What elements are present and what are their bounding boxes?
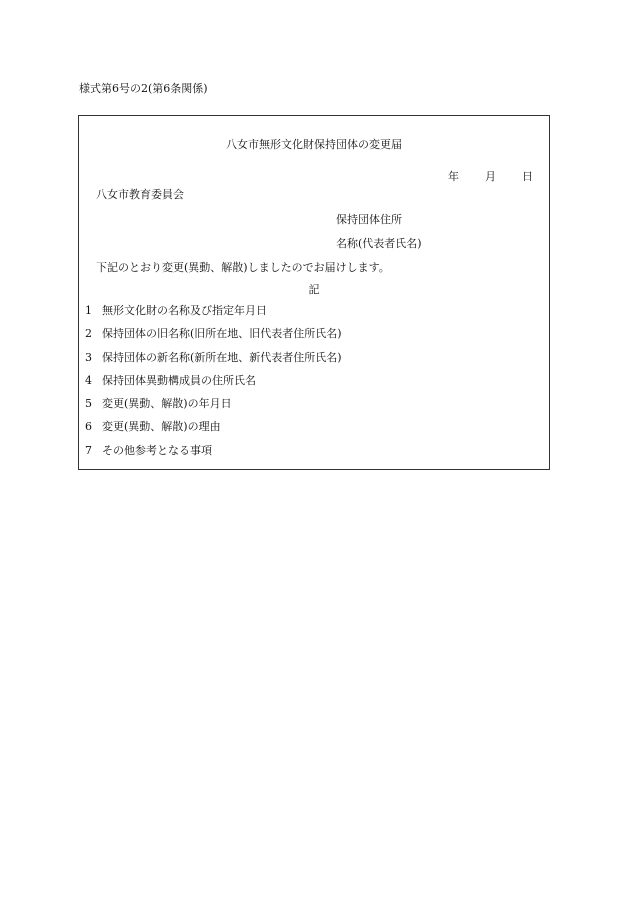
date-year-label: 年 xyxy=(448,170,459,183)
form-title: 八女市無形文化財保持団体の変更届 xyxy=(226,138,402,151)
statement: 下記のとおり変更(異動、解散)しましたのでお届けします。 xyxy=(96,261,390,274)
list-item xyxy=(85,328,342,351)
list-item xyxy=(85,305,342,328)
form-box xyxy=(78,115,550,470)
list-item xyxy=(85,445,342,468)
item-number: 2 xyxy=(85,327,92,341)
item-number: 3 xyxy=(85,350,92,364)
form-number: 様式第6号の2(第6条関係) xyxy=(79,82,208,95)
list-item xyxy=(85,375,342,398)
item-text: 保持団体の旧名称(旧所在地、旧代表者住所氏名) xyxy=(102,327,342,341)
item-number: 1 xyxy=(85,304,92,317)
item-number: 6 xyxy=(85,420,92,434)
item-number: 5 xyxy=(85,397,92,411)
date-day-label: 日 xyxy=(522,170,533,183)
holder-name-label: 名称(代表者氏名) xyxy=(336,237,422,250)
item-text: 保持団体異動構成員の住所氏名 xyxy=(102,373,256,387)
item-number: 4 xyxy=(85,373,92,387)
list-item xyxy=(85,421,342,444)
list-item xyxy=(85,352,342,375)
date-month-label: 月 xyxy=(485,170,496,183)
item-text: 変更(異動、解散)の理由 xyxy=(102,420,221,434)
item-text: その他参考となる事項 xyxy=(102,443,212,457)
item-text: 変更(異動、解散)の年月日 xyxy=(102,397,232,411)
item-text: 保持団体の新名称(新所在地、新代表者住所氏名) xyxy=(102,350,342,364)
list-item xyxy=(85,398,342,421)
item-number: 7 xyxy=(85,443,92,457)
holder-address-label: 保持団体住所 xyxy=(336,213,402,226)
ki-heading: 記 xyxy=(308,283,320,296)
item-list xyxy=(85,305,342,468)
item-text: 無形文化財の名称及び指定年月日 xyxy=(102,304,267,317)
date-row xyxy=(448,168,533,184)
addressee: 八女市教育委員会 xyxy=(96,188,184,201)
